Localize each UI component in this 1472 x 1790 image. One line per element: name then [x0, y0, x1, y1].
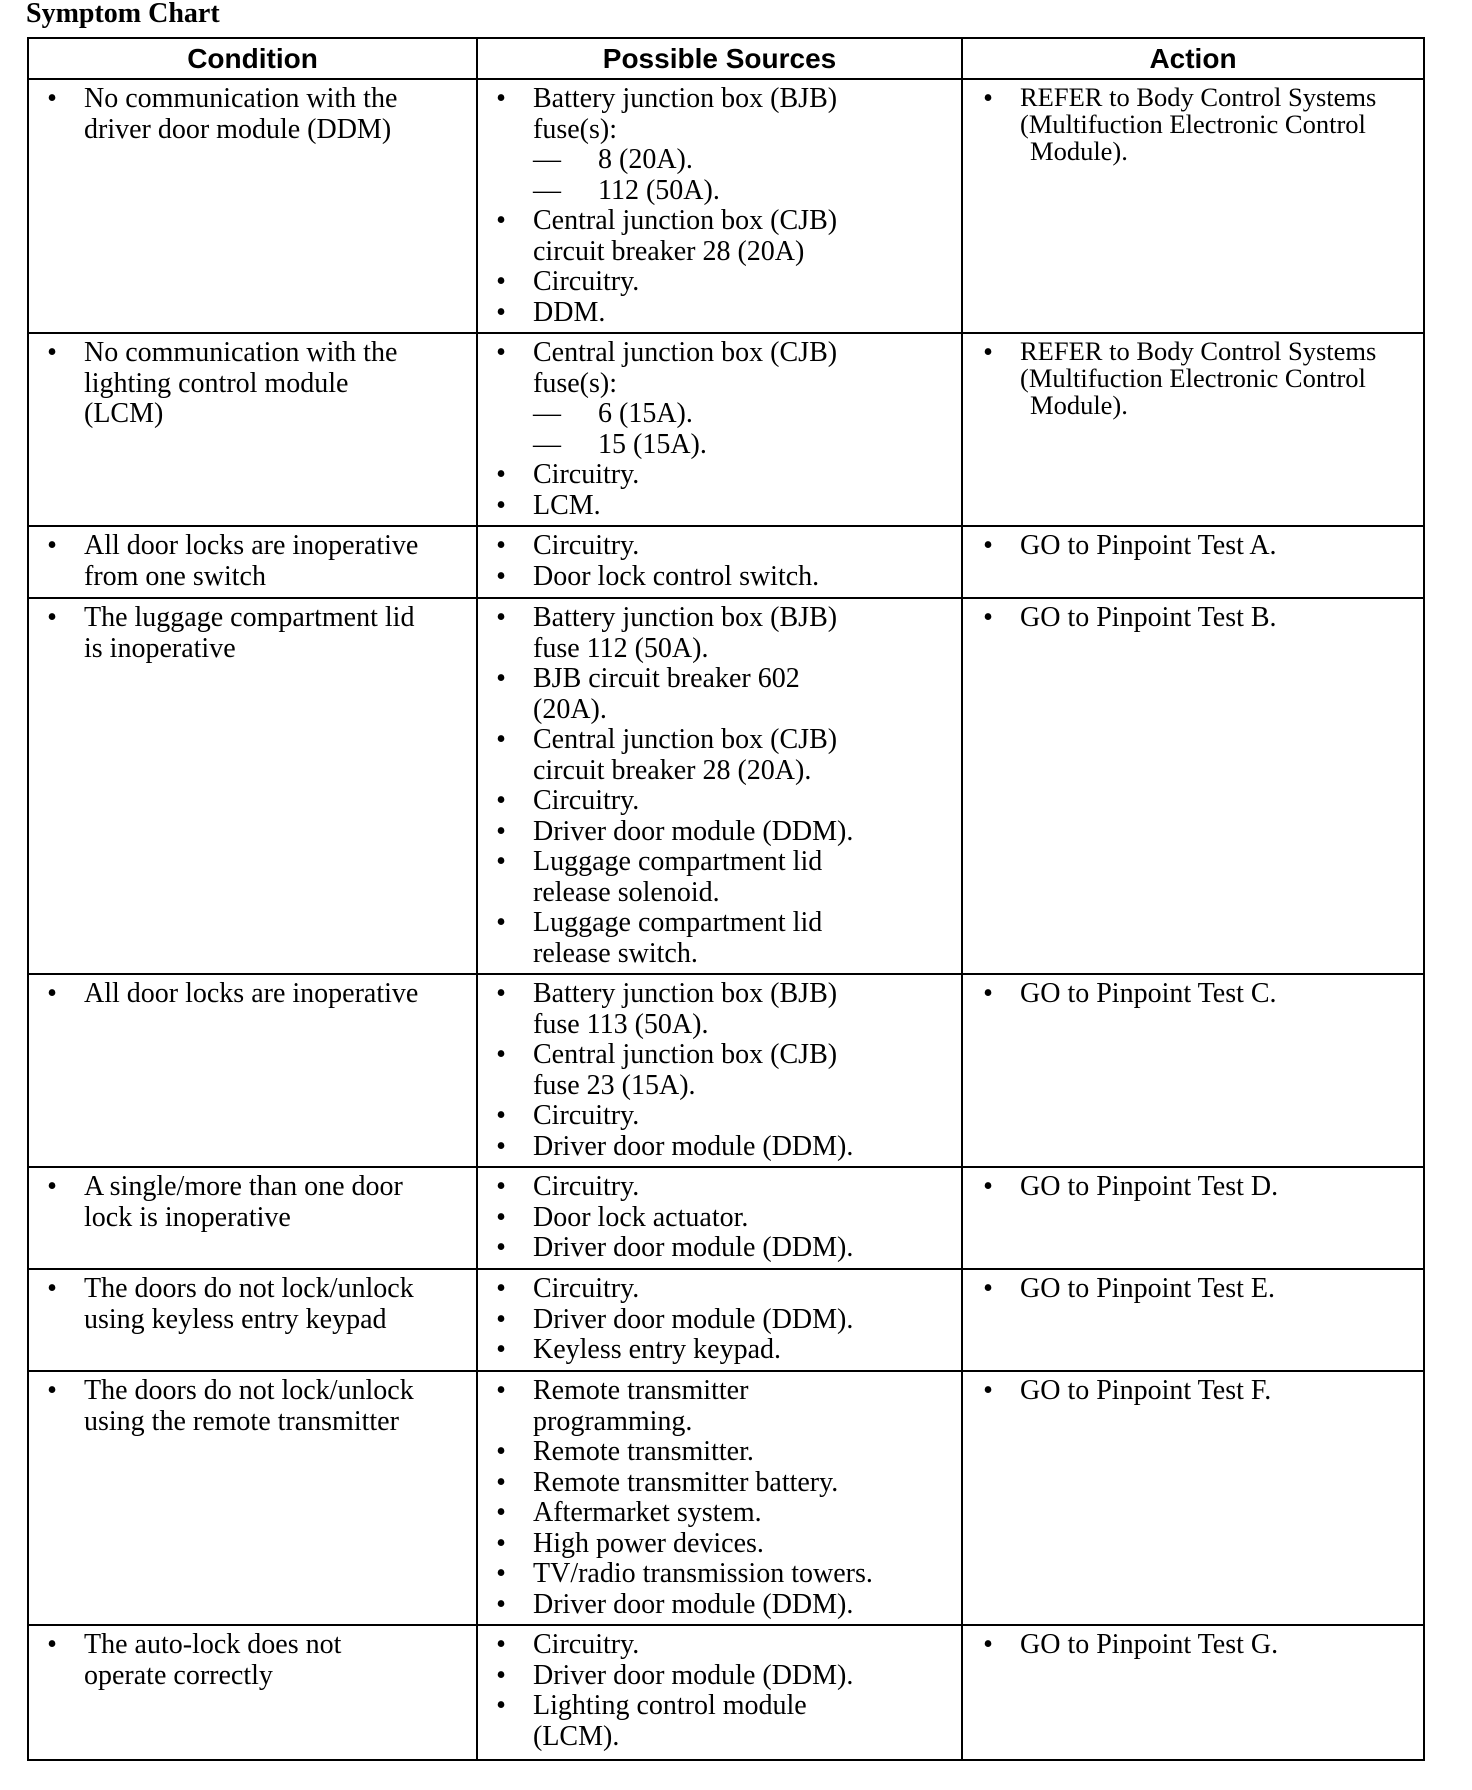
bullet-icon: • — [496, 978, 506, 1009]
list-item — [42, 979, 468, 1010]
condition-text-line: is inoperative — [84, 632, 236, 664]
source-text-line: Driver door module (DDM). — [533, 1232, 854, 1263]
list-item — [978, 338, 1415, 419]
bullet-icon: • — [47, 1375, 57, 1406]
bullet-icon: • — [496, 1690, 506, 1721]
list-item — [491, 1040, 953, 1101]
list-item — [491, 1335, 953, 1366]
list-item — [491, 1529, 953, 1560]
action-text-line: (Multifuction Electronic Control — [1020, 109, 1366, 139]
bullet-icon: • — [496, 1232, 506, 1263]
source-text-line: Circuitry. — [533, 459, 640, 490]
source-text-line: Driver door module (DDM). — [533, 1130, 854, 1162]
bullet-icon: • — [983, 1375, 993, 1406]
list-item — [42, 1376, 468, 1437]
table-row — [28, 79, 1424, 333]
condition-text-line: lighting control module — [84, 367, 349, 399]
sub-list-item — [533, 399, 953, 430]
list-item — [491, 1468, 953, 1499]
list-item — [491, 1691, 953, 1752]
source-text-line: Luggage compartment lid — [533, 846, 823, 877]
bullet-icon: • — [496, 1303, 506, 1335]
dash-icon: — — [533, 428, 561, 460]
source-text-line: Door lock control switch. — [533, 560, 820, 592]
list-item — [978, 979, 1415, 1010]
dash-icon: — — [533, 144, 561, 175]
list-item — [491, 725, 953, 786]
bullet-icon: • — [983, 337, 993, 368]
bullet-icon: • — [496, 785, 506, 816]
condition-text-line: operate correctly — [84, 1659, 273, 1691]
source-text-line: fuse(s): — [533, 113, 617, 145]
source-text-line: programming. — [533, 1405, 693, 1437]
source-text-line: Battery junction box (BJB) — [533, 602, 838, 633]
bullet-icon: • — [496, 663, 506, 694]
action-text-line: GO to Pinpoint Test A. — [1020, 530, 1277, 561]
source-text-line: Central junction box (CJB) — [533, 205, 838, 236]
dash-icon: — — [533, 398, 561, 429]
source-text-line: fuse 23 (15A). — [533, 1069, 696, 1101]
list-item — [491, 1498, 953, 1529]
condition-list — [42, 1376, 468, 1437]
bullet-icon: • — [496, 602, 506, 633]
source-text-line: Door lock actuator. — [533, 1201, 749, 1233]
list-item — [42, 1172, 468, 1233]
condition-text-line: The doors do not lock/unlock — [84, 1375, 414, 1406]
source-text-line: Luggage compartment lid — [533, 907, 823, 938]
bullet-icon: • — [496, 1588, 506, 1620]
source-text-line: (20A). — [533, 693, 607, 725]
list-item — [491, 1305, 953, 1336]
sources-list — [491, 1376, 953, 1620]
action-text-line: REFER to Body Control Systems — [1020, 336, 1377, 366]
bullet-icon: • — [47, 83, 57, 114]
possible-sources-cell — [477, 1371, 962, 1625]
sub-list-item — [533, 430, 953, 461]
source-text-line: Battery junction box (BJB) — [533, 978, 838, 1009]
list-item — [42, 338, 468, 430]
source-text-line: Lighting control module — [533, 1690, 807, 1721]
bullet-icon: • — [496, 83, 506, 114]
condition-list — [42, 1172, 468, 1233]
source-text-line: LCM. — [533, 489, 601, 521]
action-list — [978, 603, 1415, 634]
list-item — [491, 1661, 953, 1692]
action-cell — [962, 1371, 1424, 1625]
page-title: Symptom Chart — [26, 0, 220, 29]
bullet-icon: • — [496, 296, 506, 328]
condition-text-line: All door locks are inoperative — [84, 978, 419, 1009]
bullet-icon: • — [496, 1436, 506, 1467]
condition-cell — [28, 79, 477, 333]
source-text-line: Remote transmitter. — [533, 1436, 754, 1467]
condition-text-line: The luggage compartment lid — [84, 602, 415, 633]
bullet-icon: • — [983, 602, 993, 633]
possible-sources-cell — [477, 598, 962, 974]
list-item — [491, 338, 953, 460]
table-row — [28, 1371, 1424, 1625]
action-text-line: (Multifuction Electronic Control — [1020, 363, 1366, 393]
bullet-icon: • — [983, 1629, 993, 1660]
source-text-line: TV/radio transmission towers. — [533, 1558, 873, 1589]
list-item — [978, 1376, 1415, 1407]
source-text-line: fuse(s): — [533, 367, 617, 399]
list-item — [491, 908, 953, 969]
dash-icon: — — [533, 174, 561, 206]
bullet-icon: • — [47, 1273, 57, 1304]
bullet-icon: • — [47, 530, 57, 561]
possible-sources-cell — [477, 526, 962, 598]
list-item — [491, 664, 953, 725]
column-header-action: Action — [962, 38, 1424, 79]
source-text-line: release switch. — [533, 937, 698, 969]
source-text-line: circuit breaker 28 (20A). — [533, 754, 812, 786]
action-list — [978, 84, 1415, 165]
source-text-line: Circuitry. — [533, 1629, 640, 1660]
source-text-line: Remote transmitter — [533, 1375, 749, 1406]
bullet-icon: • — [496, 205, 506, 236]
source-text-line: Circuitry. — [533, 530, 640, 561]
condition-list — [42, 338, 468, 430]
list-item — [491, 1376, 953, 1437]
list-item — [491, 1233, 953, 1264]
bullet-icon: • — [47, 1629, 57, 1660]
condition-text-line: lock is inoperative — [84, 1201, 291, 1233]
possible-sources-cell — [477, 1167, 962, 1269]
condition-cell — [28, 974, 477, 1167]
bullet-icon: • — [496, 489, 506, 521]
possible-sources-cell — [477, 1625, 962, 1760]
bullet-icon: • — [496, 1558, 506, 1589]
list-item — [491, 847, 953, 908]
condition-cell — [28, 333, 477, 526]
source-text-line: DDM. — [533, 296, 606, 328]
action-text-line: REFER to Body Control Systems — [1020, 82, 1377, 112]
bullet-icon: • — [47, 337, 57, 368]
bullet-icon: • — [496, 1497, 506, 1528]
table-row — [28, 974, 1424, 1167]
action-text-line: Module). — [1030, 390, 1128, 420]
action-cell — [962, 1625, 1424, 1760]
action-list — [978, 531, 1415, 562]
action-text-line: GO to Pinpoint Test B. — [1020, 602, 1277, 633]
source-text-line: Driver door module (DDM). — [533, 1303, 854, 1335]
list-item — [42, 603, 468, 664]
bullet-icon: • — [983, 83, 993, 114]
sub-list — [533, 399, 953, 460]
bullet-icon: • — [983, 1273, 993, 1304]
possible-sources-cell — [477, 79, 962, 333]
condition-cell — [28, 1371, 477, 1625]
action-text-line: GO to Pinpoint Test D. — [1020, 1171, 1279, 1202]
condition-text-line: driver door module (DDM) — [84, 113, 392, 145]
list-item — [491, 460, 953, 491]
list-item — [491, 1172, 953, 1203]
bullet-icon: • — [496, 1375, 506, 1406]
condition-text-line: A single/more than one door — [84, 1171, 403, 1202]
source-text-line: fuse 113 (50A). — [533, 1008, 709, 1040]
action-list — [978, 1376, 1415, 1407]
action-list — [978, 1172, 1415, 1203]
bullet-icon: • — [496, 1527, 506, 1559]
list-item — [491, 1590, 953, 1621]
list-item — [491, 531, 953, 562]
bullet-icon: • — [496, 530, 506, 561]
bullet-icon: • — [496, 1171, 506, 1202]
list-item — [491, 1559, 953, 1590]
source-text-line: Driver door module (DDM). — [533, 1588, 854, 1620]
bullet-icon: • — [496, 907, 506, 938]
bullet-icon: • — [496, 459, 506, 490]
source-text-line: Circuitry. — [533, 1273, 640, 1304]
list-item — [42, 531, 468, 592]
source-text-line: Circuitry. — [533, 266, 640, 297]
action-cell — [962, 526, 1424, 598]
condition-cell — [28, 1625, 477, 1760]
source-text-line: BJB circuit breaker 602 — [533, 663, 800, 694]
action-cell — [962, 333, 1424, 526]
table-row — [28, 526, 1424, 598]
list-item — [491, 267, 953, 298]
condition-text-line: from one switch — [84, 560, 266, 592]
list-item — [978, 1274, 1415, 1305]
table-row — [28, 1167, 1424, 1269]
bullet-icon: • — [47, 1171, 57, 1202]
list-item — [491, 1101, 953, 1132]
source-text-line: Central junction box (CJB) — [533, 337, 838, 368]
bullet-icon: • — [496, 815, 506, 847]
table-row — [28, 1625, 1424, 1760]
bullet-icon: • — [496, 1201, 506, 1233]
table-row — [28, 1269, 1424, 1371]
sources-list — [491, 1274, 953, 1366]
bullet-icon: • — [983, 1171, 993, 1202]
column-header-possible-sources: Possible Sources — [477, 38, 962, 79]
sources-list — [491, 84, 953, 328]
list-item — [491, 979, 953, 1040]
list-item — [491, 1437, 953, 1468]
source-text-line: Aftermarket system. — [533, 1497, 762, 1528]
symptom-chart-table — [27, 37, 1425, 1761]
condition-text-line: No communication with the — [84, 83, 398, 114]
source-text-line: High power devices. — [533, 1527, 764, 1559]
sources-list — [491, 338, 953, 521]
action-text-line: GO to Pinpoint Test C. — [1020, 978, 1277, 1009]
list-item — [491, 1203, 953, 1234]
sub-list — [533, 145, 953, 206]
bullet-icon: • — [983, 978, 993, 1009]
possible-sources-cell — [477, 974, 962, 1167]
source-text-line: Circuitry. — [533, 1100, 640, 1131]
list-item — [978, 531, 1415, 562]
condition-text-line: No communication with the — [84, 337, 398, 368]
bullet-icon: • — [496, 724, 506, 755]
action-cell — [962, 974, 1424, 1167]
sub-item-text: 15 (15A). — [598, 428, 707, 460]
action-text-line: Module). — [1030, 136, 1128, 166]
list-item — [491, 817, 953, 848]
bullet-icon: • — [496, 1039, 506, 1070]
bullet-icon: • — [496, 1130, 506, 1162]
bullet-icon: • — [496, 266, 506, 297]
bullet-icon: • — [496, 1659, 506, 1691]
bullet-icon: • — [496, 1466, 506, 1498]
table-row — [28, 598, 1424, 974]
bullet-icon: • — [47, 978, 57, 1009]
condition-cell — [28, 598, 477, 974]
action-list — [978, 1630, 1415, 1661]
table-header-row — [28, 38, 1424, 79]
condition-cell — [28, 1269, 477, 1371]
list-item — [42, 1274, 468, 1335]
action-cell — [962, 1167, 1424, 1269]
sub-list-item — [533, 145, 953, 176]
sources-list — [491, 603, 953, 969]
sources-list — [491, 1630, 953, 1752]
table-row — [28, 333, 1424, 526]
source-text-line: release solenoid. — [533, 876, 720, 908]
list-item — [978, 1630, 1415, 1661]
list-item — [491, 1630, 953, 1661]
source-text-line: Keyless entry keypad. — [533, 1334, 782, 1365]
sub-list-item — [533, 176, 953, 207]
sources-list — [491, 531, 953, 592]
table-body — [28, 79, 1424, 1760]
list-item — [491, 84, 953, 206]
condition-text-line: All door locks are inoperative — [84, 530, 419, 561]
condition-list — [42, 84, 468, 145]
list-item — [491, 491, 953, 522]
action-cell — [962, 1269, 1424, 1371]
bullet-icon: • — [496, 1273, 506, 1304]
condition-text-line: using keyless entry keypad — [84, 1303, 387, 1335]
list-item — [491, 562, 953, 593]
condition-text-line: The auto-lock does not — [84, 1629, 342, 1660]
source-text-line: Circuitry. — [533, 785, 640, 816]
source-text-line: Central junction box (CJB) — [533, 724, 838, 755]
bullet-icon: • — [983, 530, 993, 561]
sub-item-text: 6 (15A). — [598, 398, 693, 429]
sub-item-text: 8 (20A). — [598, 144, 693, 175]
condition-list — [42, 603, 468, 664]
list-item — [491, 298, 953, 329]
source-text-line: (LCM). — [533, 1720, 620, 1752]
condition-text-line: The doors do not lock/unlock — [84, 1273, 414, 1304]
action-list — [978, 338, 1415, 419]
bullet-icon: • — [47, 602, 57, 633]
list-item — [42, 1630, 468, 1691]
source-text-line: Circuitry. — [533, 1171, 640, 1202]
condition-list — [42, 531, 468, 592]
bullet-icon: • — [496, 337, 506, 368]
action-list — [978, 979, 1415, 1010]
source-text-line: circuit breaker 28 (20A) — [533, 235, 805, 267]
list-item — [978, 603, 1415, 634]
bullet-icon: • — [496, 846, 506, 877]
action-text-line: GO to Pinpoint Test F. — [1020, 1375, 1272, 1406]
column-header-condition: Condition — [28, 38, 477, 79]
condition-list — [42, 1274, 468, 1335]
action-text-line: GO to Pinpoint Test G. — [1020, 1629, 1279, 1660]
sources-list — [491, 1172, 953, 1264]
list-item — [491, 1274, 953, 1305]
source-text-line: Central junction box (CJB) — [533, 1039, 838, 1070]
source-text-line: Remote transmitter battery. — [533, 1466, 839, 1498]
bullet-icon: • — [496, 1100, 506, 1131]
source-text-line: fuse 112 (50A). — [533, 632, 709, 664]
bullet-icon: • — [496, 1629, 506, 1660]
source-text-line: Driver door module (DDM). — [533, 1659, 854, 1691]
action-cell — [962, 598, 1424, 974]
sources-list — [491, 979, 953, 1162]
action-list — [978, 1274, 1415, 1305]
list-item — [978, 84, 1415, 165]
bullet-icon: • — [496, 560, 506, 592]
list-item — [491, 786, 953, 817]
condition-cell — [28, 526, 477, 598]
condition-text-line: (LCM) — [84, 398, 164, 429]
action-text-line: GO to Pinpoint Test E. — [1020, 1273, 1275, 1304]
list-item — [42, 84, 468, 145]
list-item — [978, 1172, 1415, 1203]
condition-text-line: using the remote transmitter — [84, 1405, 399, 1437]
possible-sources-cell — [477, 1269, 962, 1371]
list-item — [491, 206, 953, 267]
source-text-line: Driver door module (DDM). — [533, 815, 854, 847]
sub-item-text: 112 (50A). — [598, 174, 720, 206]
bullet-icon: • — [496, 1334, 506, 1365]
condition-cell — [28, 1167, 477, 1269]
list-item — [491, 1132, 953, 1163]
source-text-line: Battery junction box (BJB) — [533, 83, 838, 114]
list-item — [491, 603, 953, 664]
action-cell — [962, 79, 1424, 333]
condition-list — [42, 1630, 468, 1691]
condition-list — [42, 979, 468, 1010]
possible-sources-cell — [477, 333, 962, 526]
